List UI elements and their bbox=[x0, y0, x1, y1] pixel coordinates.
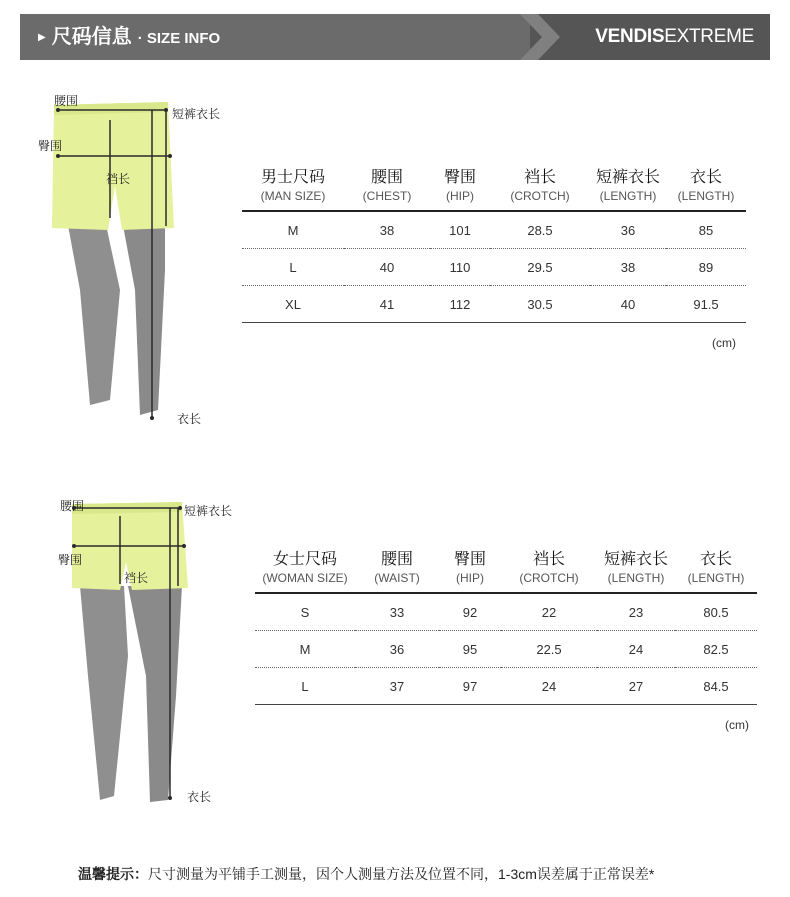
men-pants-illustration bbox=[40, 90, 240, 430]
column-header-en: (LENGTH) bbox=[677, 189, 735, 203]
men-right-legging-icon bbox=[122, 220, 165, 415]
table-cell: M bbox=[287, 222, 299, 238]
column-header-en: (LENGTH) bbox=[599, 189, 657, 203]
table-cell: 41 bbox=[379, 296, 395, 312]
men-crotch-label: 裆长 bbox=[106, 172, 131, 186]
table-cell: 84.5 bbox=[703, 678, 729, 694]
men-unit-label: (cm) bbox=[712, 336, 736, 350]
title-en: SIZE INFO bbox=[146, 30, 221, 47]
column-header-zh: 男士尺码 bbox=[260, 169, 325, 186]
column-header-en: (HIP) bbox=[446, 189, 474, 203]
table-cell: 30.5 bbox=[527, 296, 553, 312]
column-header-en: (WOMAN SIZE) bbox=[262, 571, 348, 585]
table-cell: S bbox=[300, 604, 310, 620]
brand-rest: EXTREME bbox=[664, 26, 754, 47]
column-header-en: (LENGTH) bbox=[687, 571, 745, 585]
column-header-zh: 女士尺码 bbox=[272, 551, 337, 568]
table-row bbox=[242, 249, 746, 286]
women-col-length bbox=[675, 550, 757, 593]
column-header-zh: 臀围 bbox=[443, 169, 476, 186]
women-crotch-label: 裆长 bbox=[124, 571, 149, 585]
table-cell: 27 bbox=[628, 678, 644, 694]
women-hip-label: 臀围 bbox=[58, 553, 83, 567]
table-row bbox=[242, 286, 746, 323]
men-left-legging-icon bbox=[67, 220, 120, 405]
women-left-legging-icon bbox=[80, 586, 128, 800]
brand-bold: VENDIS bbox=[595, 26, 665, 47]
women-garment-diagram bbox=[58, 496, 238, 816]
table-cell: 85 bbox=[698, 222, 714, 238]
table-cell: 23 bbox=[628, 604, 644, 620]
table-cell: 22.5 bbox=[536, 641, 562, 657]
women-unit-label: (cm) bbox=[725, 718, 749, 732]
table-cell: 40 bbox=[620, 296, 636, 312]
table-cell: 80.5 bbox=[703, 604, 729, 620]
women-length-label: 衣长 bbox=[187, 790, 212, 804]
women-pants-illustration bbox=[58, 496, 238, 816]
title-zh: 尺码信息 bbox=[51, 26, 132, 48]
column-header-en: (MAN SIZE) bbox=[260, 189, 326, 203]
table-cell: 89 bbox=[698, 259, 714, 275]
column-header-en: (CROTCH) bbox=[510, 189, 570, 203]
table-cell: 36 bbox=[389, 641, 405, 657]
women-col-hip bbox=[439, 550, 501, 593]
measurement-note bbox=[78, 864, 654, 884]
women-waist-label: 腰围 bbox=[60, 499, 85, 513]
men-col-crotch bbox=[490, 168, 590, 211]
table-cell: 24 bbox=[628, 641, 644, 657]
column-header-en: (HIP) bbox=[456, 571, 484, 585]
table-cell: 112 bbox=[449, 296, 471, 312]
women-col-crotch bbox=[501, 550, 597, 593]
column-header-zh: 衣长 bbox=[689, 169, 722, 186]
table-cell: 24 bbox=[541, 678, 557, 694]
column-header-en: (LENGTH) bbox=[607, 571, 665, 585]
column-header-zh: 裆长 bbox=[523, 169, 556, 186]
table-cell: 36 bbox=[620, 222, 636, 238]
table-cell: 28.5 bbox=[527, 222, 553, 238]
women-right-legging-icon bbox=[128, 586, 182, 802]
column-header-zh: 衣长 bbox=[699, 551, 732, 568]
table-cell: 38 bbox=[620, 259, 636, 275]
women-col-size bbox=[255, 550, 355, 593]
men-size-table bbox=[242, 168, 746, 323]
table-cell: 110 bbox=[449, 259, 471, 275]
table-row bbox=[255, 668, 757, 705]
men-length-label: 衣长 bbox=[177, 412, 202, 426]
header-title bbox=[38, 14, 220, 60]
triangle-right-icon: ▶ bbox=[38, 31, 46, 43]
table-cell: 101 bbox=[449, 222, 471, 238]
column-header-en: (CROTCH) bbox=[519, 571, 579, 585]
column-header-zh: 裆长 bbox=[532, 551, 565, 568]
note-label: 温馨提示： bbox=[78, 866, 148, 882]
title-separator: · bbox=[137, 30, 143, 47]
table-cell: 29.5 bbox=[527, 259, 553, 275]
men-col-length bbox=[666, 168, 746, 211]
header-chevron-icon bbox=[520, 14, 560, 60]
table-cell: XL bbox=[285, 296, 301, 312]
header-banner bbox=[20, 14, 770, 60]
table-cell: L bbox=[289, 259, 297, 275]
men-col-short-length bbox=[590, 168, 666, 211]
column-header-zh: 短裤衣长 bbox=[603, 551, 668, 568]
women-size-table bbox=[255, 550, 757, 705]
men-col-hip bbox=[430, 168, 490, 211]
women-col-short-length bbox=[597, 550, 675, 593]
column-header-zh: 臀围 bbox=[453, 551, 486, 568]
table-cell: L bbox=[301, 678, 309, 694]
column-header-zh: 短裤衣长 bbox=[595, 169, 660, 186]
table-cell: 91.5 bbox=[693, 296, 719, 312]
women-short-length-label: 短裤衣长 bbox=[184, 504, 233, 518]
table-cell: 97 bbox=[462, 678, 478, 694]
table-cell: 40 bbox=[379, 259, 395, 275]
table-cell: 22 bbox=[541, 604, 557, 620]
brand-logo bbox=[595, 14, 754, 60]
table-cell: 37 bbox=[389, 678, 405, 694]
table-cell: 92 bbox=[462, 604, 478, 620]
table-cell: 95 bbox=[462, 641, 478, 657]
column-header-zh: 腰围 bbox=[380, 551, 413, 568]
men-table-header bbox=[242, 168, 746, 211]
column-header-en: (CHEST) bbox=[362, 189, 412, 203]
men-waist-label: 腰围 bbox=[54, 94, 79, 108]
men-col-waist bbox=[344, 168, 430, 211]
men-hip-label: 臀围 bbox=[38, 139, 63, 153]
table-cell: 38 bbox=[379, 222, 395, 238]
table-row bbox=[255, 593, 757, 631]
men-col-size bbox=[242, 168, 344, 211]
women-table-header bbox=[255, 550, 757, 593]
table-cell: 82.5 bbox=[703, 641, 729, 657]
table-row bbox=[242, 211, 746, 249]
column-header-zh: 腰围 bbox=[370, 169, 403, 186]
men-short-length-label: 短裤衣长 bbox=[172, 107, 221, 121]
table-row bbox=[255, 631, 757, 668]
note-text: 尺寸测量为平铺手工测量，因个人测量方法及位置不同，1-3cm误差属于正常误差* bbox=[148, 866, 655, 882]
table-cell: M bbox=[299, 641, 311, 657]
column-header-en: (WAIST) bbox=[374, 571, 420, 585]
women-col-waist bbox=[355, 550, 439, 593]
men-shorts-icon bbox=[52, 102, 174, 230]
men-garment-diagram bbox=[40, 90, 240, 430]
table-cell: 33 bbox=[389, 604, 405, 620]
